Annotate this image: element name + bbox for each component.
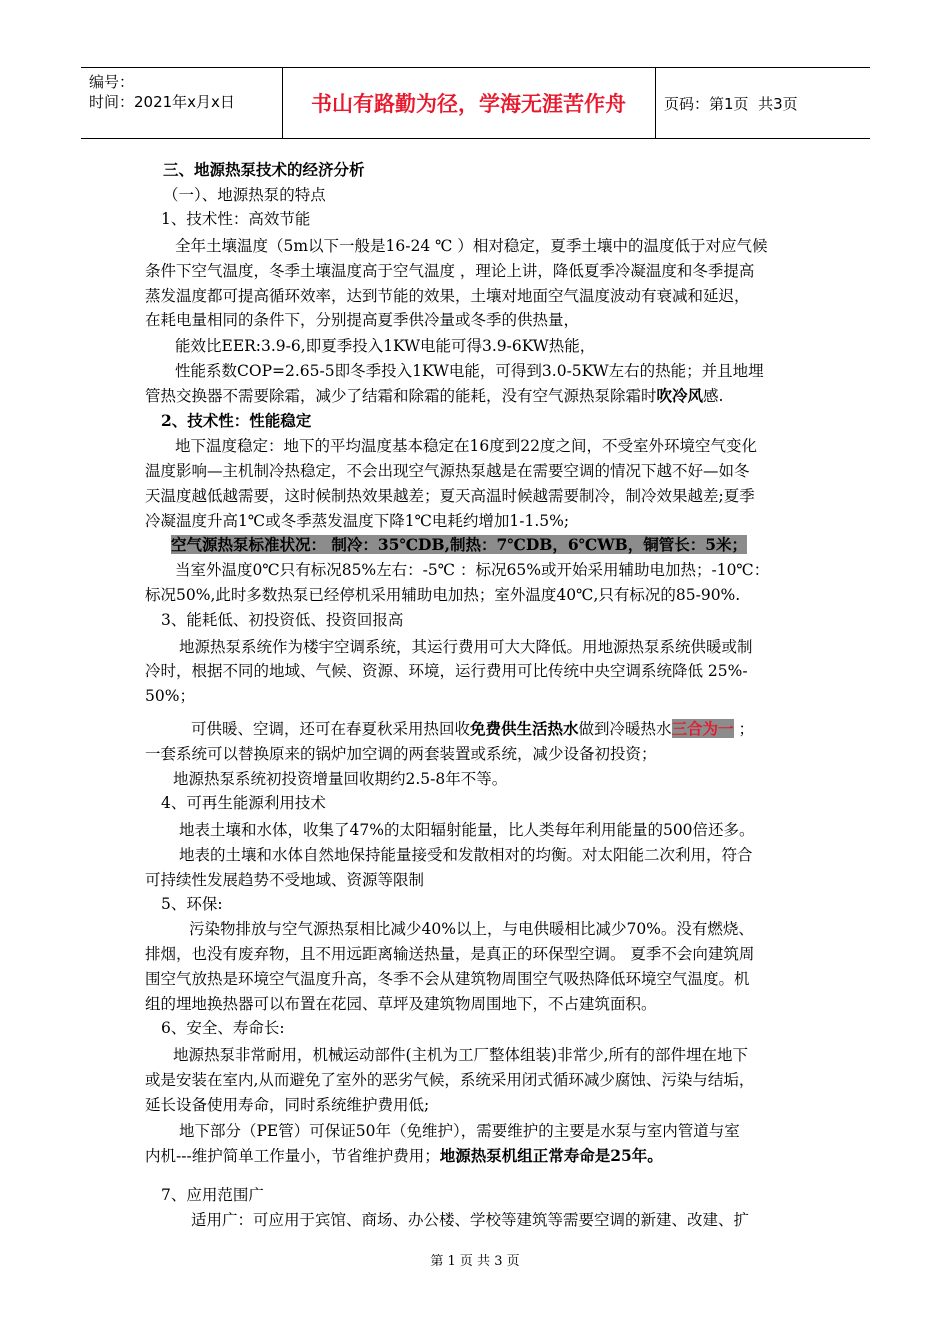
section-heading: 三、地源热泵技术的经济分析 — [163, 160, 365, 179]
paragraph-line: 地表的土壤和水体自然地保持能量接受和发散相对的均衡。对太阳能二次利用，符合 — [179, 846, 753, 864]
paragraph-line: 温度影响—主机制冷热稳定，不会出现空气源热泵越是在需要空调的情况下越不好—如冬 — [145, 462, 750, 480]
paragraph-line: 地源热泵非常耐用，机械运动部件(主机为工厂整体组装)非常少,所有的部件埋在地下 — [173, 1046, 749, 1064]
paragraph-line: 地表土壤和水体，收集了47%的太阳辐射能量，比人类每年利用能量的500倍还多。 — [179, 821, 755, 839]
page-info-text: 页码：第1页 共3页 — [664, 94, 798, 113]
paragraph-line: 内机---维护简单工作量小，节省维护费用；地源热泵机组正常寿命是25年。 — [145, 1146, 663, 1165]
emphasis-text: 地源热泵机组正常寿命是25年。 — [439, 1146, 663, 1165]
paragraph-line: 组的埋地换热器可以布置在花园、草坪及建筑物周围地下，不占建筑面积。 — [145, 995, 657, 1013]
paragraph-line: 污染物排放与空气源热泵相比减少40%以上，与电供暖相比减少70%。没有燃烧、 — [189, 920, 754, 938]
paragraph-line: 全年土壤温度（5m以下一般是16-24 ℃ ）相对稳定，夏季土壤中的温度低于对应气候 — [175, 237, 768, 255]
highlight-line: 空气源热泵标准状况： 制冷：35℃DB,制热：7℃DB，6℃WB，铜管长：5米； — [171, 535, 748, 554]
number-label: 编号： — [89, 73, 135, 91]
paragraph-line: 冷凝温度升高1℃或冬季蒸发温度下降1℃电耗约增加1-1.5%; — [145, 512, 570, 530]
item-heading: 6、安全、寿命长: — [161, 1019, 285, 1037]
paragraph-line: 地下温度稳定：地下的平均温度基本稳定在16度到22度之间，不受室外环境空气变化 — [175, 437, 757, 455]
paragraph-line: 可供暖、空调，还可在春夏秋采用热回收免费供生活热水做到冷暖热水三合为一 ； — [191, 719, 754, 738]
paragraph-line: 能效比EER:3.9-6,即夏季投入1KW电能可得3.9-6KW热能， — [175, 337, 596, 355]
header-motto: 书山有路勤为径，学海无涯苦作舟 — [282, 68, 656, 138]
paragraph-line: 地下部分（PE管）可保证50年（免维护），需要维护的主要是水泵与室内管道与室 — [179, 1122, 740, 1140]
paragraph-line: 条件下空气温度，冬季土壤温度高于空气温度 ，理论上讲，降低夏季冷凝温度和冬季提高 — [145, 262, 755, 280]
paragraph-line: 天温度越低越需要，这时候制热效果越差；夏天高温时候越需要制冷，制冷效果越差;夏季 — [145, 487, 755, 505]
emphasis-text: 吹冷风 — [656, 386, 704, 405]
paragraph-line: 适用广：可应用于宾馆、商场、办公楼、学校等建筑等需要空调的新建、改建、扩 — [191, 1211, 750, 1229]
item-heading: 1、技术性：高效节能 — [161, 210, 311, 228]
paragraph-line: 在耗电量相同的条件下，分别提高夏季供冷量或冬季的供热量， — [145, 311, 580, 329]
paragraph-line: 50%； — [145, 687, 195, 705]
item-heading: 3、能耗低、初投资低、投资回报高 — [161, 611, 404, 629]
paragraph-line: 管热交换器不需要除霜，减少了结霜和除霜的能耗，没有空气源热泵除霜时吹冷风感. — [145, 386, 724, 405]
paragraph-line: 一套系统可以替换原来的锅炉加空调的两套装置或系统，减少设备初投资； — [145, 745, 657, 763]
paragraph-line: 围空气放热是环境空气温度升高，冬季不会从建筑物周围空气吸热降低环境空气温度。机 — [145, 970, 750, 988]
paragraph-line: 排烟，也没有废弃物，且不用远距离输送热量，是真正的环保型空调。 夏季不会向建筑周 — [145, 945, 755, 963]
header-meta — [81, 68, 283, 138]
page-header — [81, 67, 870, 139]
item-heading: 7、应用范围广 — [161, 1186, 264, 1204]
paragraph-line: 延长设备使用寿命，同时系统维护费用低; — [145, 1096, 430, 1114]
paragraph-line: 当室外温度0℃只有标况85%左右：-5℃ ：标况65%或开始采用辅助电加热；-10℃： — [175, 561, 770, 579]
item-heading: 2、技术性：性能稳定 — [161, 411, 312, 430]
time-label: 时间：2021年x月x日 — [89, 93, 235, 111]
paragraph-line: 蒸发温度都可提高循环效率，达到节能的效果，土壤对地面空气温度波动有衰减和延迟， — [145, 287, 750, 305]
item-heading: 5、环保: — [161, 895, 223, 913]
paragraph-line: 标况50%,此时多数热泵已经停机采用辅助电加热；室外温度40℃,只有标况的85-90%. — [145, 586, 741, 604]
header-page-info — [664, 68, 870, 138]
paragraph-line: 或是安装在室内,从而避免了室外的恶劣气候，系统采用闭式循环减少腐蚀、污染与结垢， — [145, 1071, 755, 1089]
paragraph-line: 地源热泵系统初投资增量回收期约2.5-8年不等。 — [173, 770, 508, 788]
subsection-heading: （一）、地源热泵的特点 — [163, 186, 326, 204]
page-footer: 第 1 页 共 3 页 — [430, 1254, 520, 1269]
paragraph-line: 地源热泵系统作为楼宇空调系统，其运行费用可大大降低。用地源热泵系统供暖或制 — [179, 638, 753, 656]
paragraph-line: 可持续性发展趋势不受地域、资源等限制 — [145, 871, 425, 889]
paragraph-line: 冷时，根据不同的地域、气候、资源、环境，运行费用可比传统中央空调系统降低 25%- — [145, 662, 748, 680]
paragraph-line: 性能系数COP=2.65-5即冬季投入1KW电能，可得到3.0-5KW左右的热能；并且地埋 — [175, 362, 764, 380]
item-heading: 4、可再生能源利用技术 — [161, 794, 326, 812]
